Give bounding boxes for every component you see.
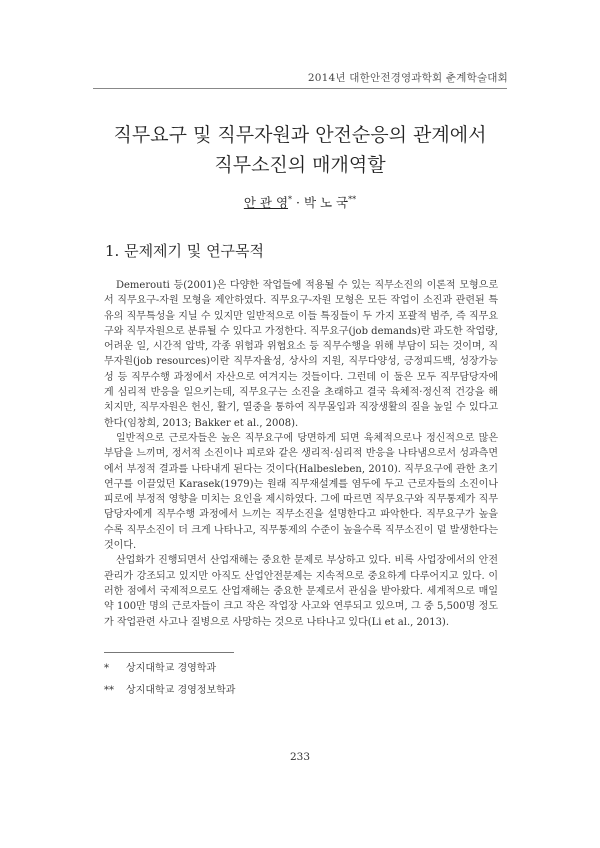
paper-title-line-1: 직무요구 및 직무자원과 안전순응의 관계에서: [113, 124, 487, 146]
second-author: 박 노 국: [303, 195, 349, 210]
footnote-2: [104, 680, 235, 702]
author-separator: ·: [292, 195, 304, 210]
footnote-1-text: 상지대학교 경영학과: [126, 663, 217, 674]
footnote-1: [104, 658, 235, 680]
header-rule: [93, 88, 507, 89]
running-header: 2014년 대한안전경영과학회 춘계학술대회: [307, 72, 508, 84]
first-author-mark: *: [288, 194, 293, 204]
footnote-1-mark: *: [104, 663, 109, 674]
footnotes: [104, 658, 235, 702]
first-author: 안 관 영: [243, 195, 289, 210]
second-author-mark: **: [348, 194, 357, 204]
paragraph-2: 일반적으로 근로자들은 높은 직무요구에 당면하게 되면 육체적으로나 정신적으로 많은 부담을 느끼며, 정서적 소진이나 피로와 같은 생리적·심리적 반응을 나타냄으로서 성과측면에서 부정적 결과를 나타내게 된다는 것이다(Halbesleben, 2010). 직무요구에 관한 초기 연구를 이끌었던 Karasek(1979)는 원래 직무재설계를 염두에 두고 근로자들의 소진이나 피로에 부정적 영향을 미치는 요인을 제시하였다. 그에 따르면 직무요구와 직무통제가 직무담당자에게 직무수행 과정에서 느끼는 직무소진을 설명한다고 파악한다. 직무요구가 높을수록 직무소진이 더 크게 나타나고, 직무통제의 수준이 높을수록 직무소진이 덜 발생한다는 것이다.: [104, 432, 498, 552]
paper-title-line-2: 직무소진의 매개역할: [214, 154, 386, 176]
paragraph-3: 산업화가 진행되면서 산업재해는 중요한 문제로 부상하고 있다. 비록 사업장에서의 안전관리가 강조되고 있지만 아직도 산업안전문제는 지속적으로 중요하게 다루어지고 있다. 이러한 점에서 국제적으로도 산업재해는 중요한 문제로서 관심을 받아왔다. 세계적으로 매일 약 100만 명의 근로자들이 크고 작은 작업장 사고와 연루되고 있으며, 그 중 5,500명 정도가 작업관련 사고나 질병으로 사망하는 것으로 나타나고 있다(Li et al., 2013).: [104, 555, 498, 628]
footnote-rule: [104, 652, 234, 653]
author-line: [0, 193, 600, 211]
body-text: [104, 278, 498, 630]
paragraph-1: Demerouti 등(2001)은 다양한 작업들에 적용될 수 있는 직무소진의 이론적 모형으로서 직무요구-자원 모형을 제안하였다. 직무요구-자원 모형은 모든 작업이 소진과 관련된 특유의 직무특성을 지닐 수 있지만 일반적으로 이들 특징들이 두 가지 포괄적 범주, 즉 직무요구와 직무자원으로 분류될 수 있다고 가정한다. 직무요구(job demands)란 과도한 작업량, 어려운 일, 시간적 압박, 각종 위험과 위협요소 등 직무수행을 위해 부담이 되는 것이며, 직무자원(job resources)이란 직무자율성, 상사의 지원, 직무다양성, 긍정피드백, 성장가능성 등 직무수행 과정에서 자산으로 여겨지는 것들이다. 그런데 이 둘은 모두 직무담당자에게 심리적 반응을 일으키는데, 직무요구는 소진을 초래하고 결국 육체적·정신적 건강을 해치지만, 직무자원은 헌신, 활기, 열중을 통하여 직무몰입과 직장생활의 질을 높일 수 있다고 한다(임창희, 2013; Bakker et al., 2008).: [104, 280, 498, 429]
footnote-2-mark: **: [104, 685, 114, 696]
paper-title: [0, 120, 600, 180]
page-number: 233: [289, 751, 311, 763]
section-heading: 1. 문제제기 및 연구목적: [105, 242, 265, 260]
footnote-2-text: 상지대학교 경영정보학과: [126, 685, 236, 696]
